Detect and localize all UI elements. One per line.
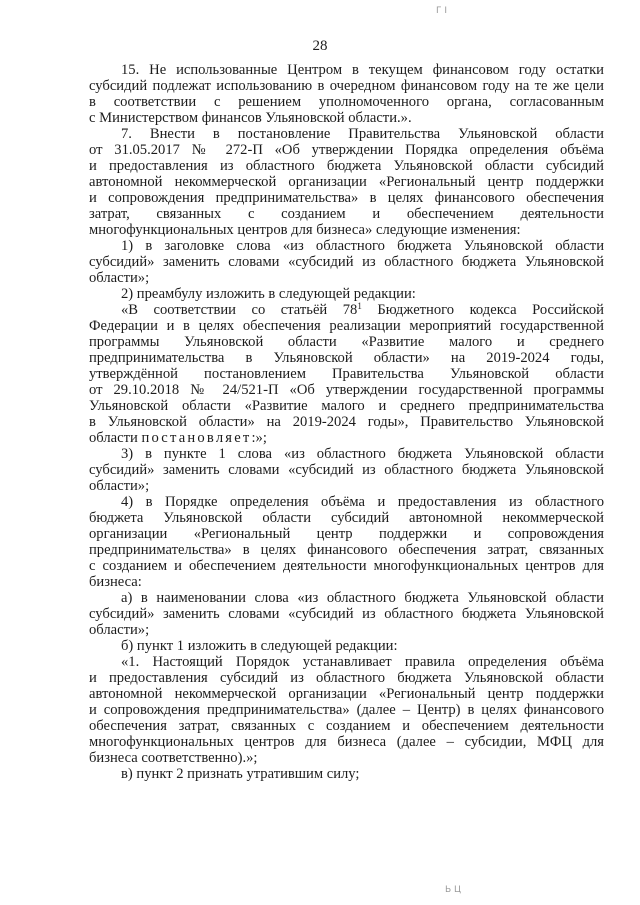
text-line	[89, 238, 604, 254]
text-line-content: Ульяновской области «Развитие малого и среднего предпринимательства	[89, 398, 604, 414]
text-line	[89, 350, 604, 366]
text-line	[89, 78, 604, 94]
text-line-content: с Министерством финансов Ульяновской области.».	[89, 110, 412, 126]
text-line	[89, 734, 604, 750]
text-line-content: и предоставления из областного бюджета Ульяновской области субсидий	[89, 158, 604, 174]
text-line	[89, 638, 604, 654]
text-line	[89, 398, 604, 414]
text-line-content: субсидий подлежат использованию в очередном финансовом году на те же цели	[89, 78, 604, 94]
text-line	[89, 462, 604, 478]
text-line	[89, 590, 604, 606]
text-line	[89, 62, 604, 78]
text-line-content: и сопровождения предпринимательства» в целях финансового обеспечения	[89, 190, 604, 206]
text-line	[89, 654, 604, 670]
text-line-content: области»;	[89, 622, 150, 638]
text-line-content: многофункциональных центров для бизнеса (далее – субсидии, МФЦ для	[89, 734, 604, 750]
text-line	[89, 110, 604, 126]
text-line	[89, 670, 604, 686]
text-line	[89, 430, 604, 446]
text-line	[89, 254, 604, 270]
page-number: 28	[312, 38, 328, 54]
text-line-content: утверждённой постановлением Правительства Ульяновской области	[89, 366, 604, 382]
text-line-content: в соответствии с решением уполномоченного органа, согласованным	[89, 94, 604, 110]
text-line-content: от 29.10.2018 № 24/521-П «Об утверждении государственной программы	[89, 382, 604, 398]
text-line	[89, 142, 604, 158]
text-line	[89, 494, 604, 510]
text-line-content: и сопровождения предпринимательства» (далее – Центр) в целях финансового	[89, 702, 604, 718]
text-line-content: организации «Региональный центр поддержки и сопровождения	[89, 526, 604, 542]
text-line	[89, 446, 604, 462]
text-line-content: автономной некоммерческой организации «Региональный центр поддержки	[89, 686, 604, 702]
text-line	[89, 334, 604, 350]
text-line	[89, 382, 604, 398]
text-line-continuation: Бюджетного кодекса Российской	[361, 302, 604, 318]
text-line-content: Федерации и в целях обеспечения реализации мероприятий государственной	[89, 318, 604, 334]
text-line	[89, 206, 604, 222]
text-line-content: предпринимательства в Ульяновской области» на 2019-2024 годы,	[89, 350, 604, 366]
text-line	[89, 718, 604, 734]
scan-mark-bottom: Ь Ц	[445, 885, 462, 895]
text-line	[89, 750, 604, 766]
scan-mark-top: Г І	[436, 6, 448, 16]
text-line	[89, 414, 604, 430]
text-line	[89, 686, 604, 702]
document-body	[89, 62, 604, 782]
text-line-content: 7. Внести в постановление Правительства Ульяновской области	[121, 126, 604, 142]
text-line	[89, 478, 604, 494]
spaced-word: постановляет	[141, 430, 252, 446]
text-line	[89, 366, 604, 382]
text-line	[89, 766, 604, 782]
text-line	[89, 318, 604, 334]
text-line-content: 3) в пункте 1 слова «из областного бюджета Ульяновской области	[121, 446, 604, 462]
text-line	[89, 270, 604, 286]
text-line	[89, 558, 604, 574]
text-line-content: субсидий» заменить словами «субсидий из областного бюджета Ульяновской	[89, 254, 604, 270]
text-line-content: «1. Настоящий Порядок устанавливает правила определения объёма	[121, 654, 604, 670]
text-line	[89, 302, 604, 318]
text-line	[89, 222, 604, 238]
text-line-content: бизнеса соответственно).»;	[89, 750, 258, 766]
text-line	[89, 510, 604, 526]
text-line-content: автономной некоммерческой организации «Региональный центр поддержки	[89, 174, 604, 190]
text-line	[89, 606, 604, 622]
text-line	[89, 94, 604, 110]
superscript: 1	[357, 301, 362, 311]
text-line-content: 4) в Порядке определения объёма и предоставления из областного	[121, 494, 604, 510]
text-line-content: субсидий» заменить словами «субсидий из областного бюджета Ульяновской	[89, 606, 604, 622]
text-line-content: области	[89, 430, 142, 446]
text-line	[89, 190, 604, 206]
text-line-content: и предоставления субсидий из областного бюджета Ульяновской области	[89, 670, 604, 686]
text-line-continuation: :»;	[251, 430, 267, 446]
text-line	[89, 526, 604, 542]
text-line-content: области»;	[89, 478, 150, 494]
text-line	[89, 158, 604, 174]
text-line-content: субсидий» заменить словами «субсидий из областного бюджета Ульяновской	[89, 462, 604, 478]
text-line-content: области»;	[89, 270, 150, 286]
text-line-content: обеспечения затрат, связанных с созданием и обеспечением деятельности	[89, 718, 604, 734]
text-line-content: а) в наименовании слова «из областного бюджета Ульяновской области	[121, 590, 604, 606]
text-line-content: 2) преамбулу изложить в следующей редакции:	[121, 286, 416, 302]
text-line-content: предпринимательства» в целях финансового обеспечения затрат, связанных	[89, 542, 604, 558]
text-line	[89, 622, 604, 638]
text-line-content: 15. Не использованные Центром в текущем финансовом году остатки	[121, 62, 604, 78]
text-line-content: от 31.05.2017 № 272-П «Об утверждении Порядка определения объёма	[89, 142, 604, 158]
text-line	[89, 542, 604, 558]
text-line	[89, 174, 604, 190]
text-line-content: в Ульяновской области» на 2019-2024 годы», Правительство Ульяновской	[89, 414, 604, 430]
text-line-content: с созданием и обеспечением деятельности многофункциональных центров для	[89, 558, 604, 574]
text-line-content: б) пункт 1 изложить в следующей редакции:	[121, 638, 398, 654]
text-line-content: затрат, связанных с созданием и обеспечением деятельности	[89, 206, 604, 222]
text-line-content: в) пункт 2 признать утратившим силу;	[121, 766, 360, 782]
text-line-content: многофункциональных центров для бизнеса» следующие изменения:	[89, 222, 521, 238]
text-line-content: «В соответствии со статьёй 78	[121, 302, 358, 318]
text-line	[89, 286, 604, 302]
text-line	[89, 126, 604, 142]
text-line	[89, 574, 604, 590]
text-line-content: бюджета Ульяновской области субсидий автономной некоммерческой	[89, 510, 604, 526]
text-line	[89, 702, 604, 718]
text-line-content: 1) в заголовке слова «из областного бюджета Ульяновской области	[121, 238, 604, 254]
text-line-content: программы Ульяновской области «Развитие малого и среднего	[89, 334, 604, 350]
text-line-content: бизнеса:	[89, 574, 142, 590]
